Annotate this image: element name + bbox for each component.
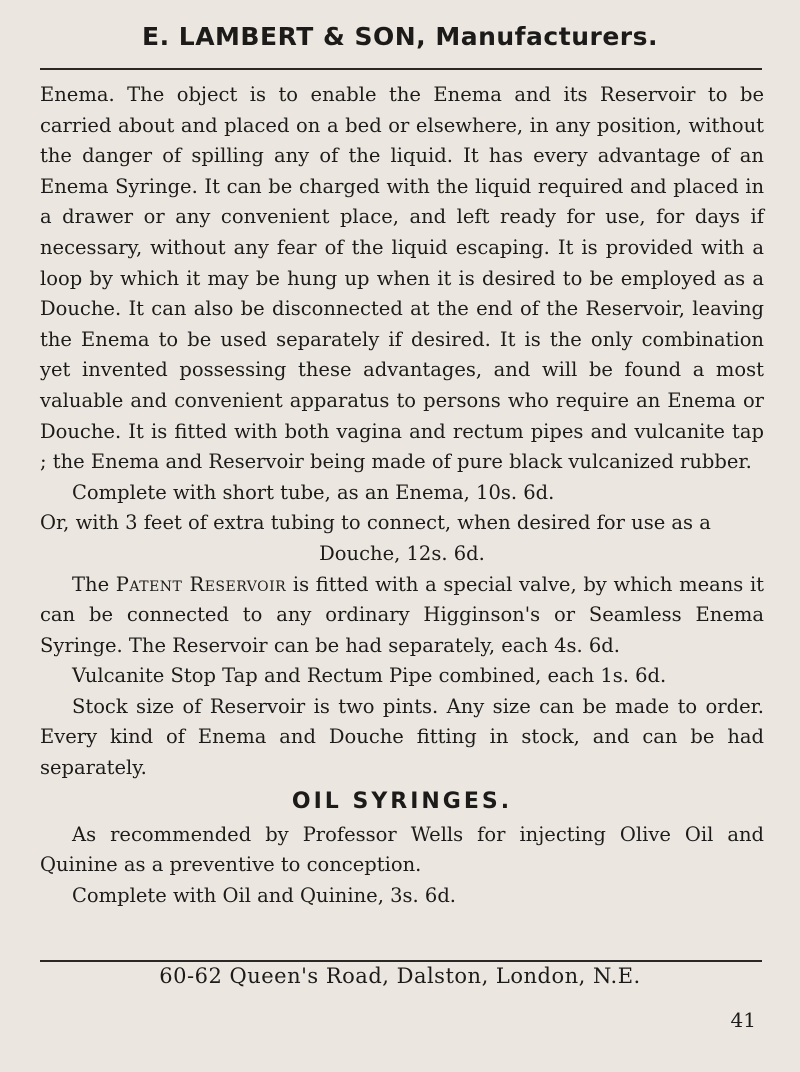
price-douche-line1: Or, with 3 feet of extra tubing to connect, when desired for use as a <box>40 511 711 535</box>
price-oil-syringe: Complete with Oil and Quinine, 3s. 6d. <box>72 883 457 907</box>
reservoir-description <box>40 570 764 662</box>
running-header: E. LAMBERT & SON, Manufacturers. <box>142 22 658 51</box>
body-text <box>40 80 764 911</box>
price-douche <box>40 508 764 569</box>
reservoir-rest: is fitted with a special valve, by which means it can be connected to any ordinary Higginson's or Seamless Enema Syringe. The Reservoir can be had separately, each 4s. 6d. <box>40 572 765 657</box>
price-tap-pipe: Vulcanite Stop Tap and Rectum Pipe combined, each 1s. 6d. <box>72 664 667 688</box>
manufacturer-address: 60-62 Queen's Road, Dalston, London, N.E. <box>159 964 641 988</box>
oil-syringes-description: As recommended by Professor Wells for injecting Olive Oil and Quinine as a preventive to conception. <box>40 822 764 877</box>
header-rule <box>40 68 762 70</box>
enema-description: Enema. The object is to enable the Enema and its Reservoir to be carried about and placed on a bed or elsewhere, in any position, without the danger of spilling any of the liquid. It has every advantage of an Enema Syringe. It can be charged with the liquid required and placed in a drawer or any convenient place, and left ready for use, for days if necessary, without any fear of the liquid escaping. It is provided with a loop by which it may be hung up when it is desired to be employed as a Douche. It can also be disconnected at the end of the Reservoir, leaving the Enema to be used separately if desired. It is the only combination yet invented possessing these advantages, and will be found a most valuable and convenient apparatus to persons who require an Enema or Douche. It is fitted with both vagina and rectum pipes and vulcanite tap ; the Enema and Reservoir being made of pure black vulcanized rubber. <box>40 83 764 474</box>
page-number: 41 <box>730 1008 756 1032</box>
price-enema: Complete with short tube, as an Enema, 10s. 6d. <box>72 480 555 504</box>
price-douche-line2: Douche, 12s. 6d. <box>319 541 485 565</box>
reservoir-lead: The <box>72 572 110 596</box>
footer-rule <box>40 960 762 962</box>
oil-syringes-heading: OIL SYRINGES. <box>291 788 513 814</box>
patent-reservoir-term: Patent Reservoir <box>115 572 287 596</box>
stock-size-note: Stock size of Reservoir is two pints. Any size can be made to order. Every kind of Enema and Douche fitting in stock, and can be had separately. <box>40 694 764 780</box>
